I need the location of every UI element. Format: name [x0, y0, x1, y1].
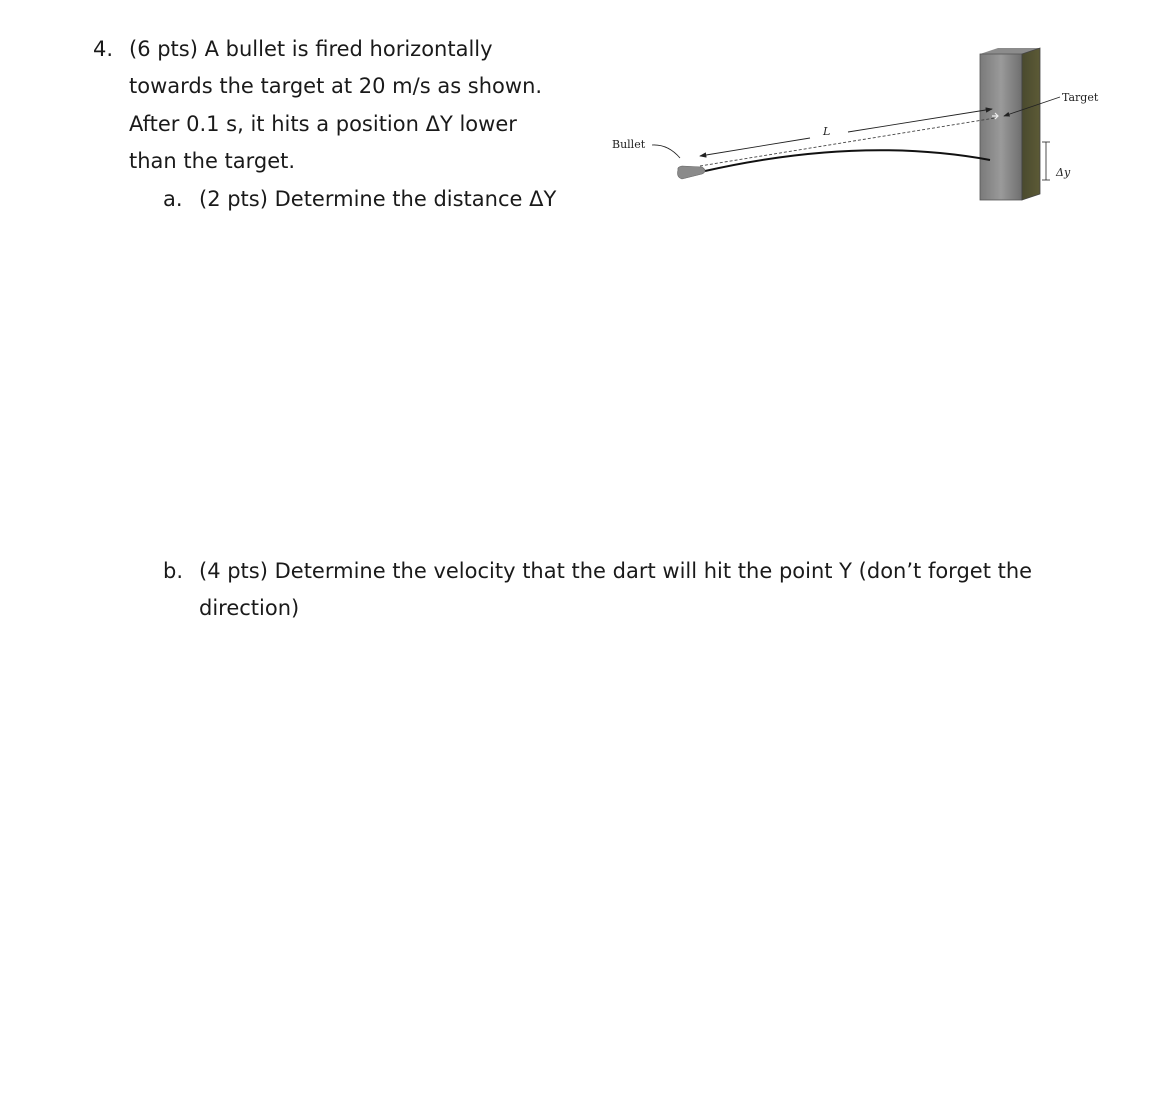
question-text-line-2: towards the target at 20 m/s as shown. [129, 74, 543, 98]
part-a-letter: a. [163, 187, 183, 211]
part-b-text-line-1: (4 pts) Determine the velocity that the dart will hit the point Y (don’t forget the [199, 559, 1033, 583]
length-arrow-right [848, 109, 992, 132]
bullet [678, 166, 706, 179]
question-text-line-3: After 0.1 s, it hits a position ΔY lower [129, 112, 517, 136]
bullet-label: Bullet [612, 138, 646, 151]
part-b-letter: b. [163, 559, 184, 583]
line-of-sight [700, 118, 995, 166]
part-b-text-line-2: direction) [199, 596, 300, 620]
target-wall [980, 48, 1040, 200]
question-number: 4. [93, 37, 114, 61]
bullet-trajectory [705, 150, 990, 171]
drop-label: Δy [1056, 166, 1071, 179]
length-arrow-left [700, 138, 810, 156]
bullet-target-diagram [600, 40, 1120, 210]
bullet-leader [652, 145, 680, 158]
question-text-line-1: (6 pts) A bullet is fired horizontally [129, 37, 493, 61]
part-a-text: (2 pts) Determine the distance ΔY [199, 187, 557, 211]
target-label: Target [1062, 91, 1099, 104]
question-text-line-4: than the target. [129, 149, 296, 173]
length-label: L [823, 125, 831, 138]
